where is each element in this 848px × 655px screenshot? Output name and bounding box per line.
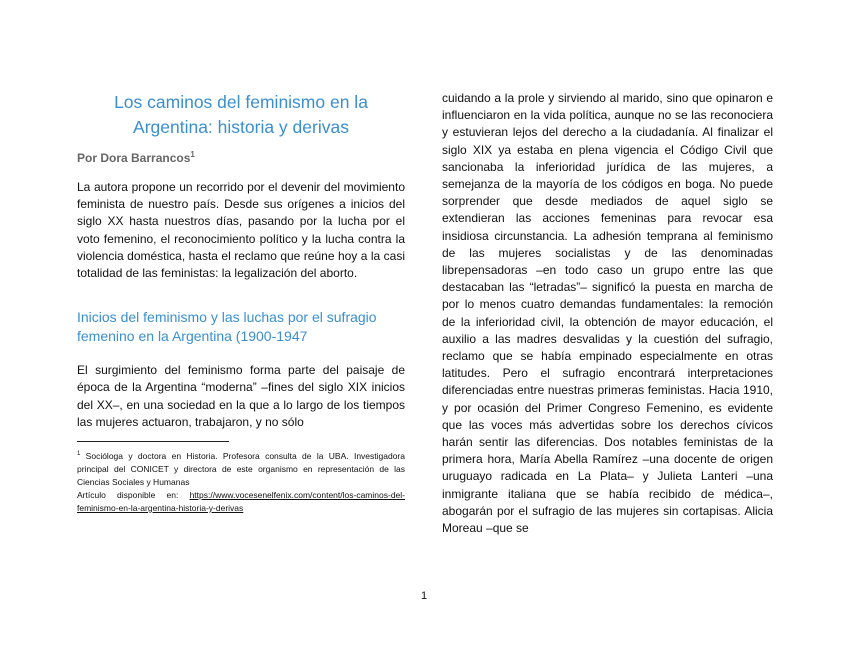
page-number: 1 xyxy=(420,590,428,602)
author-line xyxy=(77,150,405,165)
footnote-link[interactable]: https://www.vocesenelfenix.com/content/los-caminos-del-feminismo-en-la-argentina-historia-y-derivas xyxy=(77,489,405,513)
footnote xyxy=(77,448,405,515)
abstract: La autora propone un recorrido por el devenir del movimiento feminista de nuestro país. Desde sus orígenes a inicios del siglo XX hasta nuestros días, pasando por la lucha por el voto femenino, el reconocimiento político y la lucha contra la violencia doméstica, hasta el reclamo que reúne hoy a la casi totalidad de las feministas: la legalización del aborto. xyxy=(77,180,405,281)
section-heading: Inicios del feminismo y las luchas por el sufragio femenino en la Argentina (1900-1947 xyxy=(77,309,377,345)
footnote-article-prefix: Artículo disponible en: xyxy=(77,489,190,500)
footnote-text: Socióloga y doctora en Historia. Profesora consulta de la UBA. Investigadora principal del CONICET y directora de este organismo en representación de las Ciencias Sociales y Humanas xyxy=(77,450,405,487)
section-paragraph-right: cuidando a la prole y sirviendo al marido, sino que opinaron e influenciaron en la vida política, aunque no se las reconociera y estuvieran lejos del derecho a la ciudadanía. Al finalizar el siglo XIX ya estaba en plena vigencia el Código Civil que sancionaba la inferioridad jurídica de las mujeres, a semejanza de la mayoría de los códigos en boga. No puede sorprender que desde mediados de aquel siglo se extendieran las acciones femeninas para revocar esa insidiosa circunstancia. La adhesión temprana al feminismo de las mujeres socialistas y de las denominadas librepensadoras –en todo caso un grupo entre las que destacaban las “letradas”– significó la puesta en marcha de por lo menos cuatro demandas fundamentales: la remoción de la inferioridad civil, la obtención de mayor educación, el auxilio a las madres desvalidas y la cuestión del sufragio, reclamo que se había empinado especialmente en otras latitudes. Pero el sufragio encontrará interpretaciones diferenciadas entre nuestras primeras feministas. Hacia 1910, y por ocasión del Primer Congreso Femenino, es evidente que las voces más advertidas sobre los derechos cívicos harán sentir las diferencias. Dos notables feministas de la primera hora, María Abella Ramírez –una docente de origen uruguayo radicada en La Plata– y Julieta Lanteri –una inmigrante italiana que se había recibido de médica–, abogarán por el sufragio de las mujeres sin cortapisas. Alicia Moreau –que se xyxy=(442,91,773,536)
footnote-divider xyxy=(77,441,229,442)
author-footnote-mark: 1 xyxy=(190,150,195,159)
footnote-mark: 1 xyxy=(77,451,81,458)
section-paragraph-left: El surgimiento del feminismo forma parte del paisaje de época de la Argentina “moderna” –fines del siglo XIX inicios del XX–, en una sociedad en la que a lo largo de los tiempos las mujeres actuaron, trabajaron, y no sólo xyxy=(77,363,405,429)
left-column xyxy=(77,90,405,515)
page-title: Los caminos del feminismo en la Argentina: historia y derivas xyxy=(114,92,368,137)
author-name: Por Dora Barrancos xyxy=(77,151,191,165)
right-column xyxy=(442,90,773,537)
